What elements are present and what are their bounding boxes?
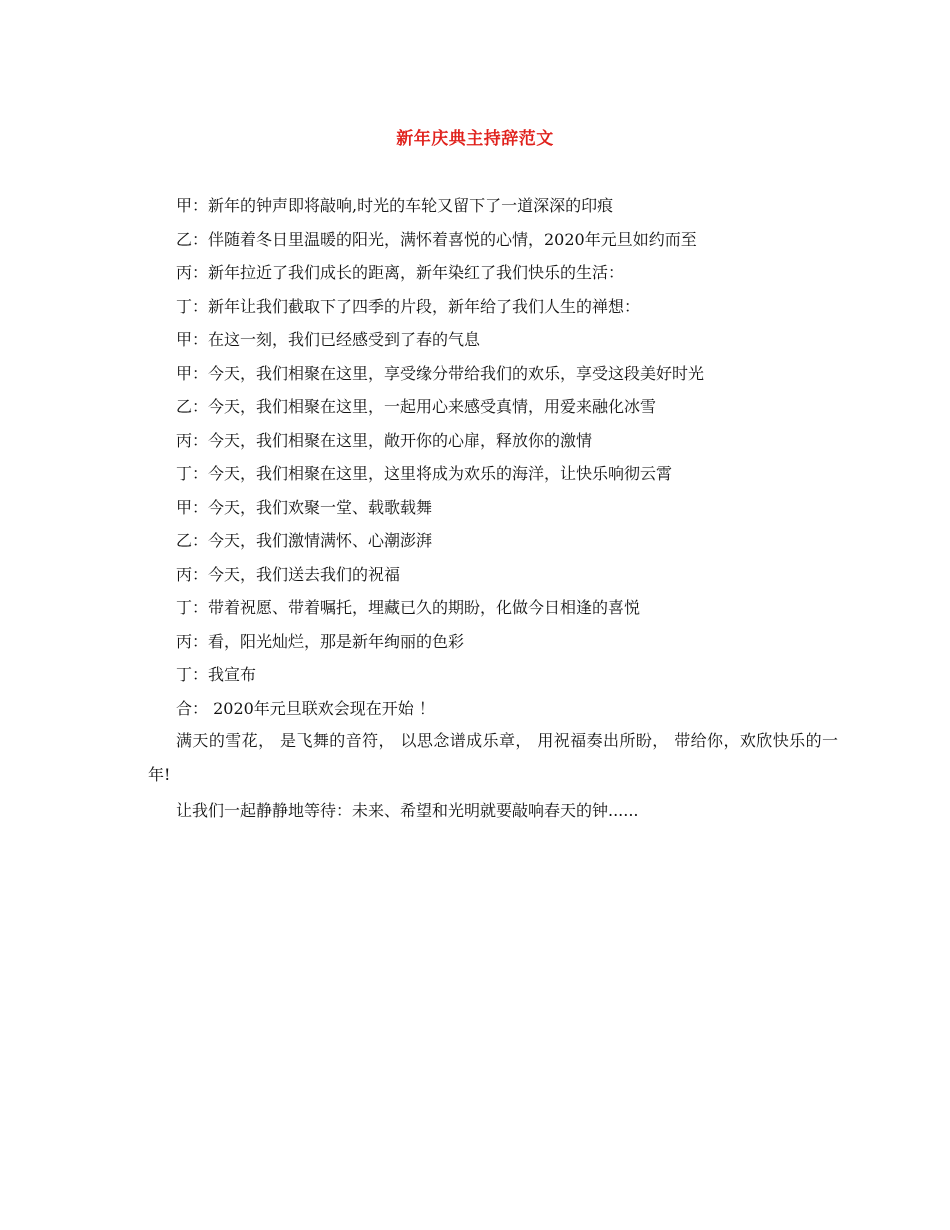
script-line: 丙：今天，我们相聚在这里，敞开你的心扉，释放你的激情 — [176, 430, 593, 450]
document-body — [148, 192, 838, 828]
script-line: 丁：带着祝愿、带着嘱托，埋藏已久的期盼，化做今日相逢的喜悦 — [176, 598, 641, 617]
script-line: 甲：新年的钟声即将敲响,时光的车轮又留下了一道深深的印痕 — [176, 196, 614, 215]
closing-line: 让我们一起静静地等待：未来、希望和光明就要敲响春天的钟...... — [176, 801, 639, 820]
script-line: 甲：今天，我们相聚在这里，享受缘分带给我们的欢乐，享受这段美好时光 — [176, 363, 705, 383]
poem-paragraph: 满天的雪花， 是飞舞的音符， 以思念谱成乐章， 用祝福奏出所盼， 带给你，欢欣快乐的一年! — [148, 731, 838, 784]
script-line: 丙：新年拉近了我们成长的距离，新年染红了我们快乐的生活： — [176, 263, 625, 282]
script-line: 甲：今天，我们欢聚一堂、载歌载舞 — [176, 497, 433, 517]
script-line: 丁：我宣布 — [176, 665, 257, 684]
script-line: 丙：今天，我们送去我们的祝福 — [176, 564, 401, 584]
script-line: 甲：在这一刻，我们已经感受到了春的气息 — [176, 330, 481, 349]
script-line: 丁：新年让我们截取下了四季的片段，新年给了我们人生的禅想： — [176, 296, 641, 316]
script-line: 乙：今天，我们相聚在这里，一起用心来感受真情，用爱来融化冰雪 — [176, 397, 657, 416]
script-line: 乙：今天，我们激情满怀、心潮澎湃 — [176, 531, 433, 550]
script-line: 丙：看，阳光灿烂，那是新年绚丽的色彩 — [176, 631, 465, 651]
document-title: 新年庆典主持辞范文 — [396, 129, 554, 149]
script-line: 乙：伴随着冬日里温暖的阳光，满怀着喜悦的心情，2020年元旦如约而至 — [176, 229, 697, 249]
script-line: 丁：今天，我们相聚在这里，这里将成为欢乐的海洋，让快乐响彻云霄 — [176, 464, 673, 483]
script-line: 合： 2020年元旦联欢会现在开始 ！ — [176, 698, 435, 718]
